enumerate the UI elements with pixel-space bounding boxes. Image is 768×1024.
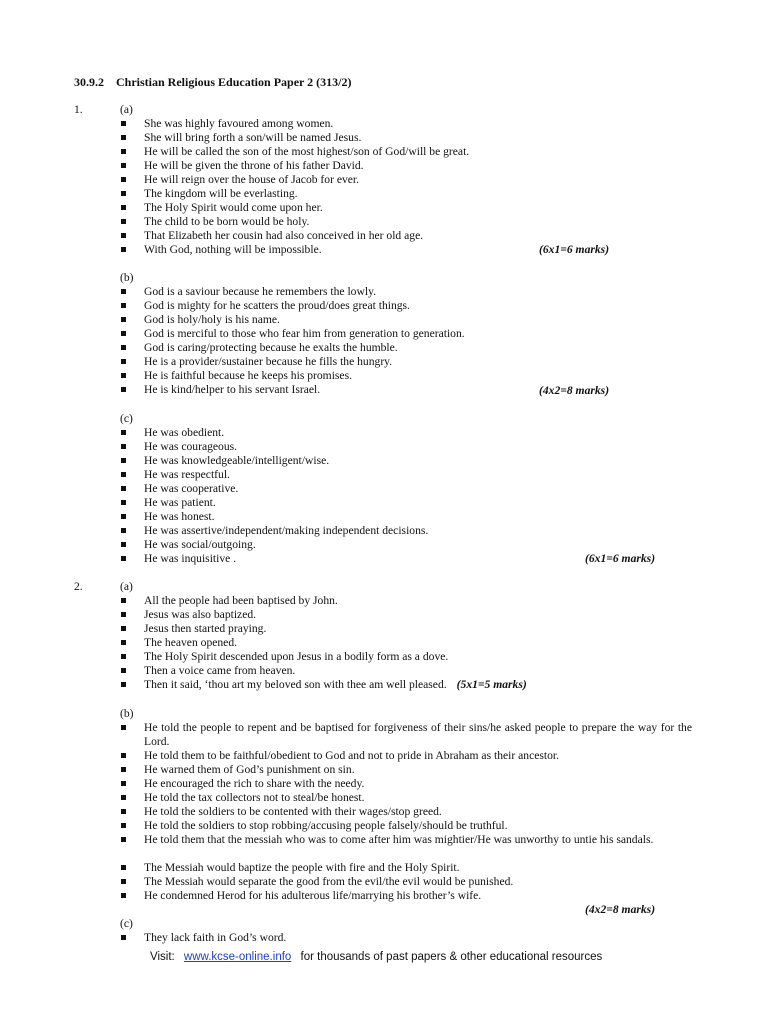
list-item-text: He was social/outgoing. (144, 538, 256, 551)
list-item-text: The kingdom will be everlasting. (144, 187, 298, 200)
list-item-text: He will reign over the house of Jacob for ever. (144, 173, 360, 186)
list-item (0, 819, 692, 833)
answer-list-2b (0, 721, 692, 903)
list-item (0, 622, 692, 636)
list-item (0, 426, 692, 440)
list-item (0, 777, 692, 791)
list-item (0, 440, 692, 454)
list-item (0, 749, 692, 763)
list-item-text: He was courageous. (144, 440, 238, 453)
list-item-text: He will be given the throne of his father David. (144, 159, 364, 172)
list-item-text: He is a provider/sustainer because he fills the hungry. (144, 355, 393, 368)
list-item (0, 173, 692, 187)
list-item-text: God is a saviour because he remembers the lowly. (144, 285, 377, 298)
list-item-text: He told the soldiers to stop robbing/accusing people falsely/should be truthful. (144, 819, 508, 832)
list-item-text: He warned them of God’s punishment on sin. (144, 763, 355, 776)
list-item (0, 636, 692, 650)
list-item-text: The heaven opened. (144, 636, 238, 649)
list-item-text: He was respectful. (144, 468, 230, 481)
list-item-text: He was patient. (144, 496, 216, 509)
list-item-text: They lack faith in God’s word. (144, 931, 287, 944)
list-item-text: He told them that the messiah who was to come after him was mightier/He was unworthy to untie his sandals. (144, 833, 654, 846)
list-item-text: Jesus then started praying. (144, 622, 267, 635)
subquestion-label: (b) (120, 271, 134, 284)
list-item-text: He will be called the son of the most highest/son of God/will be great. (144, 145, 470, 158)
subquestion-label: (c) (120, 412, 133, 425)
list-item-text: Then it said, ‘thou art my beloved son with thee am well pleased. (144, 678, 447, 691)
list-item-text: He was knowledgeable/intelligent/wise. (144, 454, 330, 467)
list-item (0, 313, 692, 327)
footer (150, 950, 602, 964)
list-item (0, 482, 692, 496)
list-item (0, 510, 692, 524)
list-item-text: He is faithful because he keeps his promises. (144, 369, 352, 382)
marks-label: (6x1=6 marks) (585, 552, 656, 565)
subquestion-label: (b) (120, 707, 134, 720)
footer-suffix: for thousands of past papers & other educational resources (300, 951, 603, 963)
answer-list-2c (0, 931, 692, 945)
list-item (0, 187, 692, 201)
answer-list-1c (0, 426, 692, 566)
list-item (0, 369, 692, 383)
question-number: 1. (74, 103, 83, 116)
list-item-text: He was assertive/independent/making independent decisions. (144, 524, 429, 537)
list-item-text: The Holy Spirit would come upon her. (144, 201, 323, 214)
list-item-text: God is holy/holy is his name. (144, 313, 280, 326)
list-item (0, 145, 692, 159)
list-item (0, 650, 692, 664)
marks-label: (5x1=5 marks) (456, 678, 527, 691)
list-item-text: He was honest. (144, 510, 215, 523)
list-item (0, 664, 692, 678)
list-item (0, 833, 692, 861)
list-item (0, 341, 692, 355)
list-item (0, 159, 692, 173)
answer-list-1b (0, 285, 692, 397)
list-item-text: With God, nothing will be impossible. (144, 243, 322, 256)
list-item (0, 931, 692, 945)
list-item (0, 229, 692, 243)
page-title: 30.9.2 Christian Religious Education Paper 2 (313/2) (74, 75, 352, 89)
marks-label: (4x2=8 marks) (539, 384, 610, 397)
list-item-text: The child to be born would be holy. (144, 215, 310, 228)
list-item (0, 791, 692, 805)
list-item-text: He was cooperative. (144, 482, 239, 495)
list-item (0, 678, 692, 692)
list-item-text: He told the soldiers to be contented with their wages/stop greed. (144, 805, 442, 818)
list-item (0, 327, 692, 341)
list-item (0, 285, 692, 299)
list-item (0, 805, 692, 819)
footer-link[interactable]: www.kcse-online.info (183, 951, 292, 963)
list-item (0, 117, 692, 131)
list-item-text: He is kind/helper to his servant Israel. (144, 383, 321, 396)
list-item (0, 538, 692, 552)
subquestion-label: (a) (120, 103, 133, 116)
list-item (0, 131, 692, 145)
list-item-text: He was obedient. (144, 426, 225, 439)
list-item (0, 594, 692, 608)
list-item-text: Then a voice came from heaven. (144, 664, 296, 677)
list-item-text: She was highly favoured among women. (144, 117, 334, 130)
list-item (0, 861, 692, 875)
list-item (0, 496, 692, 510)
marks-label: (6x1=6 marks) (539, 243, 610, 256)
list-item (0, 201, 692, 215)
list-item-text: He encouraged the rich to share with the needy. (144, 777, 365, 790)
list-item (0, 215, 692, 229)
list-item (0, 875, 692, 889)
list-item-text: God is caring/protecting because he exalts the humble. (144, 341, 398, 354)
list-item (0, 608, 692, 622)
list-item-text: The Messiah would baptize the people with fire and the Holy Spirit. (144, 861, 460, 874)
list-item (0, 763, 692, 777)
list-item-text: The Holy Spirit descended upon Jesus in a bodily form as a dove. (144, 650, 449, 663)
list-item-text: He was inquisitive . (144, 552, 237, 565)
subquestion-label: (a) (120, 580, 133, 593)
list-item-text: That Elizabeth her cousin had also conceived in her old age. (144, 229, 424, 242)
list-item-text: He told the people to repent and be baptised for forgiveness of their sins/he asked people to prepare the way for the Lord. (144, 721, 692, 748)
list-item (0, 721, 692, 749)
list-item-text: He condemned Herod for his adulterous life/marrying his brother’s wife. (144, 889, 482, 902)
list-item (0, 299, 692, 313)
answer-list-1a (0, 117, 692, 257)
list-item (0, 355, 692, 369)
list-item-text: The Messiah would separate the good from the evil/the evil would be punished. (144, 875, 514, 888)
list-item (0, 454, 692, 468)
list-item (0, 524, 692, 538)
list-item-text: He told them to be faithful/obedient to God and not to pride in Abraham as their ancestor. (144, 749, 560, 762)
list-item-text: He told the tax collectors not to steal/be honest. (144, 791, 365, 804)
list-item-text: All the people had been baptised by John. (144, 594, 338, 607)
marks-label: (4x2=8 marks) (585, 903, 656, 916)
footer-prefix: Visit: (150, 951, 175, 963)
list-item (0, 468, 692, 482)
list-item-text: She will bring forth a son/will be named Jesus. (144, 131, 362, 144)
list-item-text: God is merciful to those who fear him from generation to generation. (144, 327, 465, 340)
list-item-text: God is mighty for he scatters the proud/does great things. (144, 299, 410, 312)
list-item (0, 889, 692, 903)
subquestion-label: (c) (120, 917, 133, 930)
question-number: 2. (74, 580, 83, 593)
list-item-text: Jesus was also baptized. (144, 608, 257, 621)
answer-list-2a (0, 594, 692, 692)
